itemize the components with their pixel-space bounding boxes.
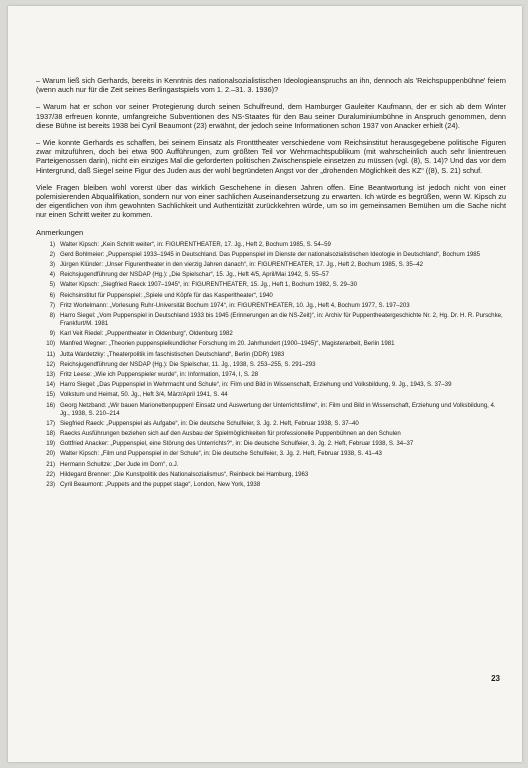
note-item (36, 440, 506, 448)
note-number: 13) (46, 370, 55, 378)
paragraph: – Warum ließ sich Gerhards, bereits in Kenntnis des nationalsozialistischen Ideologieanspruchs an ihn, dennoch als 'Reichspuppenbühne' feiern (wenn auch nur für die Zeit seines Berlingastspiels vom 1. 2.–31. 3. 1936)? (36, 76, 506, 95)
note-text: Walter Kipsch: „Siegfried Raeck 1907–1945“, in: FIGURENTHEATER, 15. Jg., Heft 1, Bochum 1982, S. 29–30 (60, 281, 358, 289)
note-item (36, 461, 506, 469)
paragraph: Viele Fragen bleiben wohl vorerst über das wirklich Geschehene in diesen Jahren offen. Eine Beantwortung ist jedoch nicht von einer polemisierenden Abqualifikation, sondern nur von einer sachlichen Auseinandersetzung zu erwarten. Ich würde es begrüßen, wenn W. Kipsch zu der eigentlichen von ihm gewohnten Sachlichkeit und Authentizität zurückkehren würde, um so im gemeinsamen Bemühen um die Sache nicht nur einen Schritt weiter zu kommen. (36, 182, 506, 220)
note-item (36, 251, 506, 259)
note-item (36, 330, 506, 338)
note-text: Siegfried Raeck: „Puppenspiel als Aufgabe“, in: Die deutsche Schulfeier, 3. Jg. 2. Heft, Februar 1938, S. 37–40 (60, 419, 359, 427)
note-text: Harro Siegel: „Das Puppenspiel in Wehrmacht und Schule“, in: Film und Bild in Wissenschaft, Erziehung und Volksbildung, 9. Jg., 1943, S. 37–39 (60, 381, 452, 389)
note-number: 12) (46, 360, 55, 368)
note-text: Hermann Schultze: „Der Jude im Dorn“, o.J. (60, 460, 179, 468)
note-item (36, 261, 506, 269)
note-text: Fritz Wortelmann: „Vorlesung Ruhr-Universität Bochum 1974“, in: FIGURENTHEATER, 10. Jg., Heft 4, Bochum 1977, S. 197–203 (60, 301, 410, 309)
note-number: 14) (46, 381, 55, 389)
paragraph: – Wie konnte Gerhards es schaffen, bei seinem Einsatz als Frontttheater verschiedene vom Reichsinstitut herausgegebene politische Figuren zwar mitzuführen, doch bei etwa 900 Aufführungen, zum größten Teil vor Wehrmachtspublikum (mit wahrscheinlich auch sehr linientreuen Parteigenossen darin), nicht ein einziges Mal die geforderten politischen Zwischenspiele einsetzen zu müssen (vgl. (8), S. 14)? Und das vor dem Hintergrund, daß Siegel seine Figur des Juden aus der wohl begründeten Angst vor der „drohenden Möglichkeit des KZ“ ((8), S. 21) schuf. (36, 138, 506, 175)
note-text: Karl Veit Riedel: „Puppentheater in Oldenburg“, Oldenburg 1982 (60, 330, 233, 338)
note-item (36, 312, 506, 328)
note-number: 5) (49, 281, 55, 289)
note-number: 6) (49, 291, 55, 299)
note-number: 10) (46, 340, 55, 348)
note-text: Walter Kipsch: „Kein Schritt weiter“, in: FIGURENTHEATER, 17. Jg., Heft 2, Bochum 1985, S. 54–59 (60, 240, 331, 248)
note-text: Reichsjugendführung der NSDAP (Hg.): Die Spielschar, 11. Jg., 1938, S. 253–255, S. 291–293 (60, 360, 316, 368)
note-number: 22) (46, 470, 55, 478)
note-number: 17) (46, 419, 55, 427)
note-item (36, 481, 506, 489)
note-text: Manfred Wegner: „Theorien puppenspielkundlicher Forschung im 20. Jahrhundert (1900–1945)“, Magisterarbeit, Berlin 1981 (60, 340, 395, 348)
note-text: Cyril Beaumont: „Puppets and the puppet stage“, London, New York, 1938 (60, 480, 261, 488)
note-item (36, 351, 506, 359)
note-number: 21) (46, 460, 55, 468)
page-content (36, 76, 506, 491)
note-text: Harro Siegel: „Vom Puppenspiel in Deutschland 1933 bis 1945 (Erinnerungen an die NS-Zeit)“, in: Archiv für Puppentheatergeschichte Nr. 2, Hg. Dr. H. R. Purschke, Frankfurt/M. 1981 (60, 312, 503, 327)
note-text: Fritz Leese: „Wie ich Puppenspieler wurde“, in: Information, 1974, I, S. 28 (60, 370, 259, 378)
page-number: 23 (491, 674, 500, 683)
note-number: 11) (46, 350, 55, 358)
note-item (36, 420, 506, 428)
notes-list (36, 241, 506, 489)
note-item (36, 271, 506, 279)
note-item (36, 302, 506, 310)
note-text: Jürgen Klünder: „Unser Figurentheater in den vierzig Jahren danach“, in: FIGURENTHEATER, 17. Jg., Heft 2, Bochum 1985, S. 35–42 (60, 261, 423, 269)
note-text: Reichsjugendführung der NSDAP (Hg.): „Die Spielschar“, 15. Jg., Heft 4/5, April/Mai 1942, S. 55–57 (60, 271, 329, 279)
note-number: 9) (49, 330, 55, 338)
note-item (36, 292, 506, 300)
note-text: Gottfried Anacker: „Puppenspiel, eine Störung des Unterrichts?“, in: Die deutsche Schulfeier, 3. Jg. 2. Heft, Februar 1938, S. 34–37 (60, 440, 414, 448)
note-number: 2) (49, 250, 55, 258)
note-text: Volkstum und Heimat, 50. Jg., Heft 3/4, März/April 1941, S. 44 (60, 391, 228, 399)
note-text: Georg Netzband: „Wir bauen Marionettenpuppen! Einsatz und Auswertung der Unterrichtsfilme“, in: Film und Bild in Wissenschaft, Erziehung und Volksbildung, 4. Jg., 1938, S. 210–214 (60, 401, 496, 417)
note-number: 18) (46, 429, 55, 437)
note-item (36, 381, 506, 389)
note-text: Walter Kipsch: „Film und Puppenspiel in der Schule“, in: Die deutsche Schulfeier, 3. Jg. 2. Heft, Februar 1938, S. 41–43 (60, 450, 382, 458)
note-item (36, 402, 506, 418)
note-text: Hildegard Brenner: „Die Kunstpolitik des Nationalsozialismus“, Reinbeck bei Hamburg, 1963 (60, 470, 309, 478)
paragraph: – Warum hat er schon vor seiner Protegierung durch seinen Schulfreund, dem Hamburger Gauleiter Kaufmann, der er sich ab dem Winter 1937/38 erfreuen konnte, umfangreiche Subventionen des NS-Staates für den Bau seiner Duraluminiumbühne in Anspruch genommen, denn diese Bühne ist bereits 1938 bei Cyril Beaumont (23) erwähnt, der jedoch seine Informationen schon 1937 von Anacker erhielt (24). (36, 102, 506, 130)
note-item (36, 281, 506, 289)
note-item (36, 450, 506, 458)
note-number: 20) (46, 450, 55, 458)
note-number: 4) (49, 271, 55, 279)
notes-heading: Anmerkungen (36, 227, 84, 237)
note-item (36, 371, 506, 379)
note-item (36, 340, 506, 348)
document-page (8, 6, 522, 762)
note-number: 19) (46, 440, 55, 448)
note-text: Gerd Bohlmeier: „Puppenspiel 1933–1945 in Deutschland. Das Puppenspiel im Dienste der nationalsozialistischen Ideologie in Deutschland“, Bochum 1985 (60, 250, 481, 258)
note-item (36, 361, 506, 369)
note-item (36, 430, 506, 438)
note-text: Jutta Wardetzky: „Theaterpolitik im faschistischen Deutschland“, Berlin (DDR) 1983 (60, 350, 285, 358)
note-number: 8) (49, 312, 55, 320)
note-number: 15) (46, 391, 55, 399)
note-text: Raecks Ausführungen beziehen sich auf den Ausbau der Spielmöglichkeiten für professionelle Puppenbühnen an den Schulen (60, 429, 401, 437)
note-item (36, 241, 506, 249)
note-item (36, 471, 506, 479)
note-number: 1) (49, 240, 55, 248)
note-number: 7) (49, 301, 55, 309)
note-number: 16) (46, 401, 55, 409)
note-number: 3) (49, 261, 55, 269)
note-text: Reichsinstitut für Puppenspiel: „Spiele und Köpfe für das Kasperltheater“, 1940 (60, 291, 273, 299)
note-number: 23) (46, 480, 55, 488)
note-item (36, 391, 506, 399)
